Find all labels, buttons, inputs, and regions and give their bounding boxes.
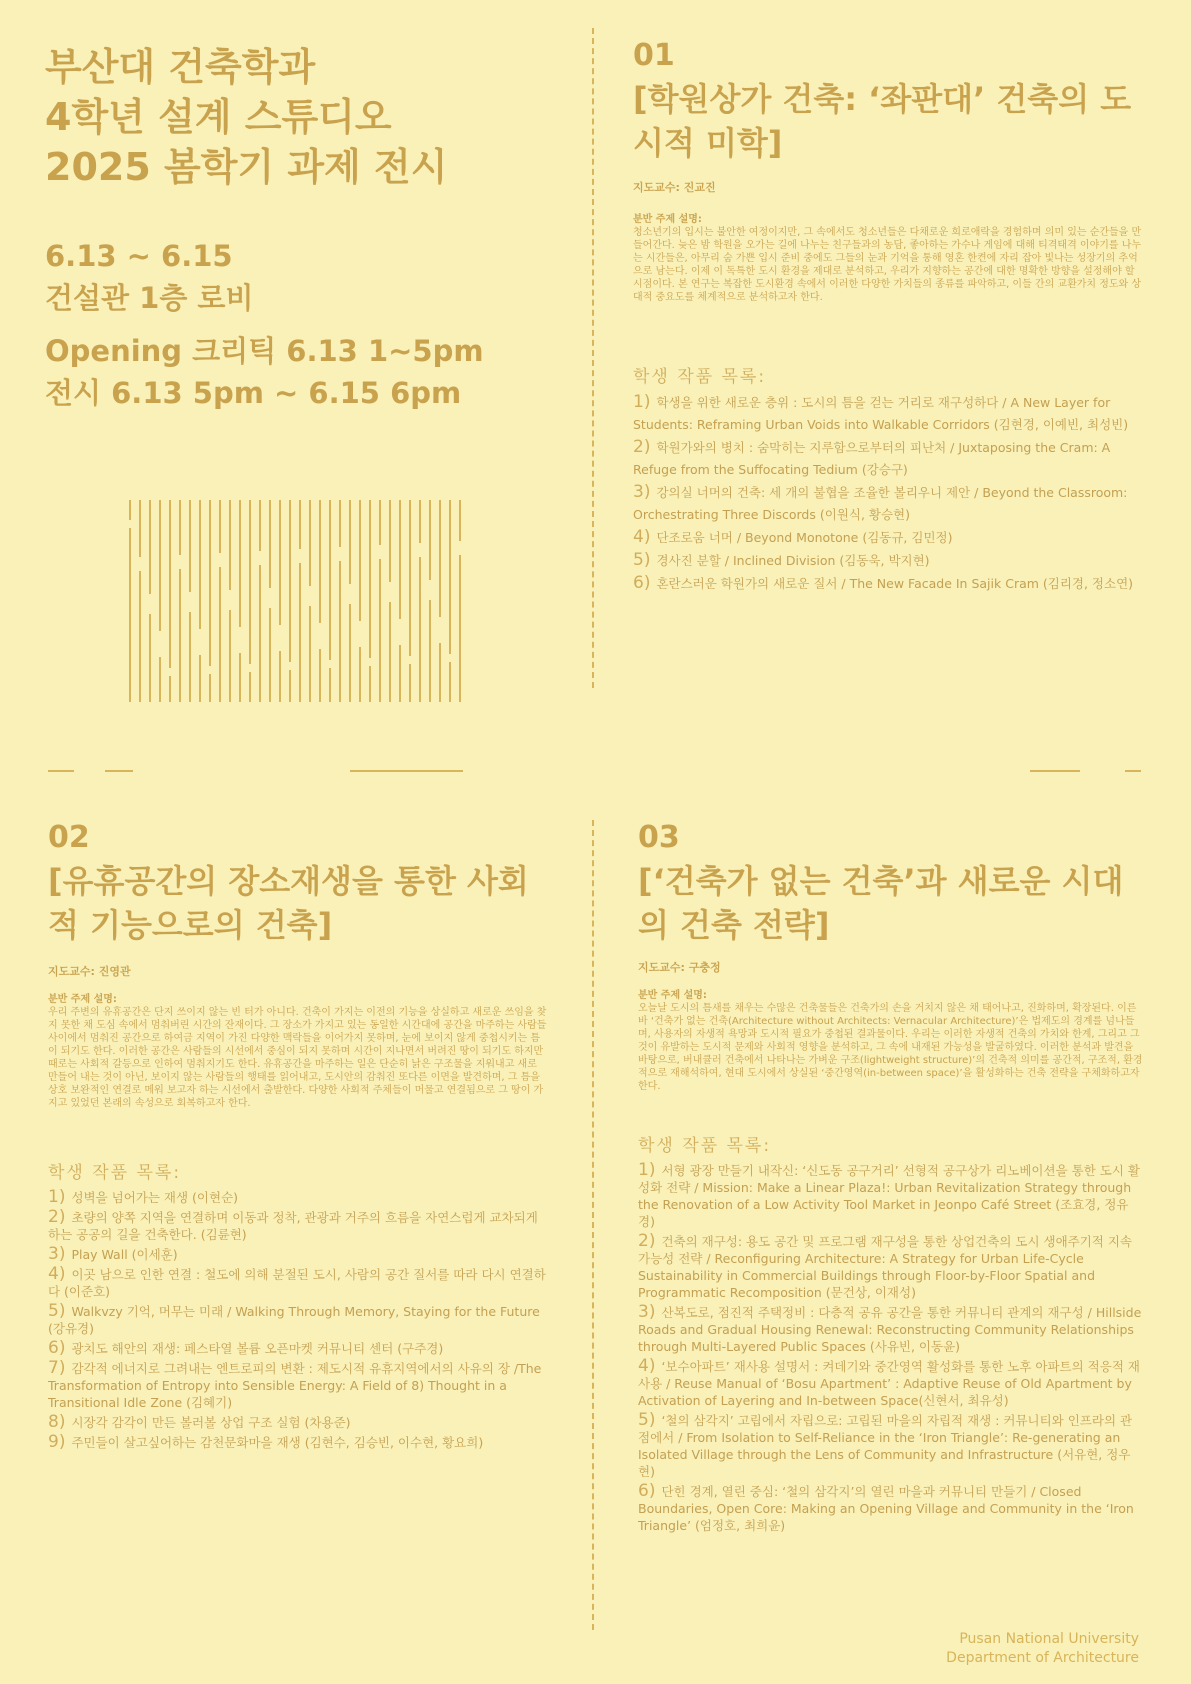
description-text: 청소년기의 입시는 불안한 여정이지만, 그 속에서도 청소년들은 다채로운 희로애락을 경험하며 의미 있는 순간들을 만들어간다. 늦은 밤 학원을 오가는 길에 나누는 친구들과의 농담, 좋아하는 가수나 게임에 대해 티격태격 이야기를 나누는 시간들은, 아무리 숨 가쁜 입시 준비 중에도 그들의 눈과 기억을 통해 영혼 한켠에 자리 잡아 빛나는 성장기의 추억으로 남는다. 이제 이 독특한 도시 환경을 제대로 분석하고, 우리가 지향하는 공간에 대한 명확한 방향을 설정해야 할 시점이다. 본 연구는 복잡한 도시환경 속에서 이러한 다양한 가치들의 종류를 파악하고, 이들 간의 교환가치 정도와 상대적 중요도를 체계적으로 분석하고자 한다.	[633, 227, 1142, 303]
section-title: [‘건축가 없는 건축’과 새로운 시대의 건축 전략]	[638, 862, 1124, 944]
list-item: 2) 건축의 재구성: 용도 공간 및 프로그램 재구성을 통한 상업건축의 도시 생애주기적 지속가능성 전략 / Reconfiguring Architecture: A Strategy for Urban Life-Cycle Sustainability in Commercial Buildings through Floor-by-Floor Spatial and Programmatic Recomposition (문건상, 이재성)	[638, 1231, 1132, 1300]
professor: 지도교수: 구충정	[638, 961, 721, 974]
list-item: 3) Play Wall (이세훈)	[48, 1244, 178, 1264]
description-text: 우리 주변의 유휴공간은 단지 쓰이지 않는 빈 터가 아니다. 건축이 가지는 이전의 기능을 상실하고 새로운 쓰임을 찾지 못한 채 도심 속에서 멈춰버린 시간의 잔재이다. 그 장소가 가지고 있는 동일한 시간대에 공간을 마주하는 사람들 사이에서 멈춰진 공간으로 하여금 지역이 가진 다양한 맥락들을 이어가지 못하며, 눈에 보이지 않게 중첩시키는 틈이 되기도 한다. 이러한 공간은 사람들의 시선에서 중심이 되지 못하며 시간이 지나면서 버려진 땅이 되기도 하지만 때로는 사회적 갈등으로 인하여 멈춰지기도 한다. 유휴공간을 마주하는 일은 단순히 낡은 구조물을 지워내고 새로 만들어 내는 것이 아닌, 보이지 않는 사람들의 행태를 읽어내고, 도시안의 감춰진 또다른 이면을 발견하며, 그 틈을 상호 보완적인 연결로 메워 보고자 하는 시선에서 출발한다. 다양한 사회적 주체들이 머물고 연결됨으로 그 땅이 가지고 있었던 본래의 속성으로 회복하고자 한다.	[48, 1007, 547, 1109]
list-item: 9) 주민들이 살고싶어하는 감천문화마을 재생 (김현수, 김승빈, 이수현, 황요희)	[48, 1432, 484, 1452]
list-item: 3) 산복도로, 점진적 주택정비 : 다층적 공유 공간을 통한 커뮤니티 관계의 재구성 / Hillside Roads and Gradual Housing Renewal: Reconstructing Community Relationships through Multi-Layered Public Spaces (사유빈, 이동윤)	[638, 1302, 1142, 1354]
list-item: 4) 단조로움 너머 / Beyond Monotone (김동규, 김민정)	[633, 527, 953, 547]
works-list-heading: 학생 작품 목록:	[638, 1136, 772, 1156]
list-item: 5) Walkvzy 기억, 머무는 미래 / Walking Through Memory, Staying for the Future (강유경)	[48, 1301, 540, 1336]
description-label: 분반 주제 설명:	[633, 214, 702, 225]
list-item: 1) 성벽을 넘어가는 재생 (이현순)	[48, 1187, 239, 1207]
list-item: 4) ‘보수아파트’ 재사용 설명서 : 켜데기와 중간영역 활성화를 통한 노후 아파트의 적응적 재사용 / Reuse Manual of ‘Bosu Apartment’ : Adaptive Reuse of Old Apartment by Activation of Layering and In-between Space(신현서, 최유성)	[638, 1356, 1140, 1408]
list-item: 6) 광치도 해안의 재생: 페스타열 볼륨 오픈마켓 커뮤니티 센터 (구주경)	[48, 1338, 444, 1358]
section-01	[633, 38, 1143, 595]
opening-critique: Opening 크리틱 6.13 1~5pm	[45, 334, 484, 368]
list-item: 6) 단힌 경계, 열린 중심: ‘철의 삼각지’의 열린 마을과 커뮤니티 만들기 / Closed Boundaries, Open Core: Making an Opening Village and Community in the ‘Iron Triangle’ (엄정호, 최희윤)	[638, 1481, 1134, 1533]
section-title: [학원상가 건축: ‘좌판대’ 건축의 도시적 미학]	[633, 80, 1132, 162]
list-item: 6) 혼란스러운 학원가의 새로운 질서 / The New Facade In Sajik Cram (김리경, 정소연)	[633, 573, 1134, 593]
title-line-1: 부산대 건축학과	[45, 45, 316, 89]
section-03	[638, 820, 1143, 1537]
list-item: 1) 서형 광장 만들기 내작신: ‘신도동 공구거리’ 선형적 공구상가 리노베이션을 통한 도시 활성화 전략 / Mission: Make a Linear Plaza!: Urban Revitalization Strategy through the Renovation of a Low Activity Tool Market in Jeonpo Café Street (조효경, 정유경)	[638, 1160, 1140, 1229]
exhibition-location: 건설관 1층 로비	[45, 281, 254, 315]
description-label: 분반 주제 설명:	[48, 994, 117, 1005]
section-number: 02	[48, 820, 90, 855]
section-description	[48, 993, 548, 1110]
title-line-2: 4학년 설계 스튜디오	[45, 95, 392, 139]
works-list	[48, 1189, 548, 1451]
horizontal-divider	[48, 770, 74, 772]
vertical-divider-bottom	[592, 820, 594, 1630]
title-line-3: 2025 봄학기 과제 전시	[45, 145, 448, 189]
exhibition-hours: 전시 6.13 5pm ~ 6.15 6pm	[45, 376, 462, 410]
list-item: 2) 초량의 양쪽 지역을 연결하며 이동과 정착, 관광과 거주의 흐름을 자연스럽게 교차되게 하는 공공의 길을 건축한다. (김륜현)	[48, 1207, 538, 1242]
description-text: 오늘날 도시의 틈새를 채우는 수많은 건축물들은 건축가의 손을 거치지 않은 채 태어나고, 진화하며, 확장된다. 이른바 ‘건축가 없는 건축(Architecture without Architects: Vernacular Architecture)’은 법제도의 경계를 넘나들며, 사용자의 자생적 욕망과 도시적 필요가 중첩된 결과물이다. 우리는 이러한 자생적 건축의 가치와 한계, 그리고 그것이 유발하는 도시적 문제와 사회적 영향을 분석하고, 그 속에 내재된 가능성을 발굴하였다. 이러한 분석과 발견을 바탕으로, 버내큘러 건축에서 나타나는 가벼운 구조(lightweight structure)’의 건축적 의미를 공간적, 구조적, 환경적으로 재해석하여, 현대 도시에서 상실된 ‘중간영역(in-between space)’을 활성화하는 건축 전략을 구체화하고자 한다.	[638, 1003, 1143, 1092]
works-list	[633, 391, 1143, 595]
professor: 지도교수: 진교진	[633, 181, 716, 194]
section-number: 01	[633, 38, 675, 73]
list-item: 5) 경사진 분할 / Inclined Division (김동욱, 박지현)	[633, 550, 930, 570]
horizontal-divider	[105, 770, 133, 772]
section-description	[633, 213, 1143, 304]
list-item: 3) 강의실 너머의 건축: 세 개의 불협을 조율한 볼리우니 제안 / Beyond the Classroom: Orchestrating Three Discords (이원식, 황승현)	[633, 482, 1128, 522]
exhibition-dates: 6.13 ~ 6.15	[45, 239, 233, 273]
poster-title	[45, 42, 447, 192]
footer-university: Pusan National University	[959, 1631, 1139, 1647]
section-description	[638, 989, 1143, 1093]
section-02	[48, 820, 548, 1454]
list-item: 5) ‘철의 삼각지’ 고립에서 자립으로: 고립된 마을의 자립적 재생 : 커뮤니티와 인프라의 관점에서 / From Isolation to Self-Reliance in the ‘Iron Triangle’: Re-generating an Isolated Village through the Lens of Community and Infrastructure (서유현, 정우현)	[638, 1410, 1133, 1479]
section-title: [유휴공간의 장소재생을 통한 사회적 기능으로의 건축]	[48, 862, 529, 944]
footer-institution	[946, 1630, 1139, 1668]
line-pattern-graphic	[128, 500, 473, 702]
list-item: 2) 학원가와의 병치 : 숨막히는 지루함으로부터의 피난처 / Juxtaposing the Cram: A Refuge from the Suffocating Tedium (강승구)	[633, 437, 1111, 477]
description-label: 분반 주제 설명:	[638, 990, 707, 1001]
list-item: 1) 학생을 위한 새로운 층위 : 도시의 틈을 걷는 거리로 재구성하다 / A New Layer for Students: Reframing Urban Voids into Walkable Corridors (김현경, 이예빈, 최성빈)	[633, 392, 1129, 432]
works-list-heading: 학생 작품 목록:	[633, 367, 767, 387]
section-number: 03	[638, 820, 680, 855]
works-list	[638, 1162, 1143, 1534]
vertical-divider-top	[592, 28, 594, 688]
list-item: 7) 감각적 에너지로 그려내는 엔트로피의 변환 : 제도시적 유휴지역에서의 사유의 장 /The Transformation of Entropy into Sensible Energy: A Field of 8) Thought in a Transitional Idle Zone (김혜기)	[48, 1358, 542, 1410]
professor: 지도교수: 진영관	[48, 965, 131, 978]
horizontal-divider	[350, 770, 463, 772]
list-item: 4) 이곳 남으로 인한 연결 : 철도에 의해 분절된 도시, 사람의 공간 질서를 따라 다시 연결하다 (이준호)	[48, 1264, 546, 1299]
footer-department: Department of Architecture	[946, 1650, 1139, 1666]
horizontal-divider	[1030, 770, 1080, 772]
list-item: 8) 시장각 감각이 만든 볼러볼 상업 구조 실험 (차용준)	[48, 1412, 351, 1432]
horizontal-divider	[1125, 770, 1141, 772]
works-list-heading: 학생 작품 목록:	[48, 1163, 182, 1183]
